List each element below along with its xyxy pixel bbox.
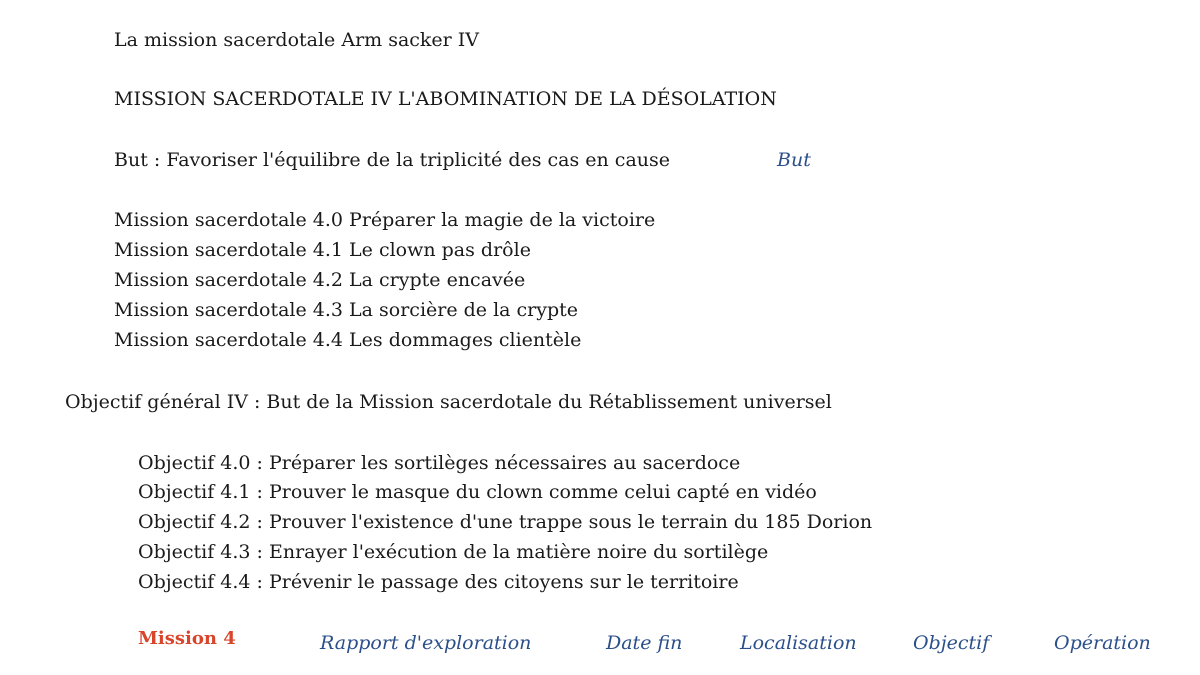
mission-item: Mission sacerdotale 4.4 Les dommages clientèle	[114, 329, 582, 351]
objective-item: Objectif 4.2 : Prouver l'existence d'une trappe sous le terrain du 185 Dorion	[138, 511, 873, 533]
nav-link-rapport[interactable]: Rapport d'exploration	[320, 632, 532, 654]
nav-current-mission[interactable]: Mission 4	[138, 628, 236, 649]
objective-item: Objectif 4.4 : Prévenir le passage des citoyens sur le territoire	[138, 571, 739, 593]
document-header: La mission sacerdotale Arm sacker IV	[114, 29, 480, 51]
objective-item: Objectif 4.0 : Préparer les sortilèges nécessaires au sacerdoce	[138, 452, 741, 474]
nav-link-objectif[interactable]: Objectif	[913, 632, 990, 654]
mission-item: Mission sacerdotale 4.3 La sorcière de la crypte	[114, 299, 579, 321]
goal-text: But : Favoriser l'équilibre de la triplicité des cas en cause	[114, 149, 671, 171]
general-objective: Objectif général IV : But de la Mission sacerdotale du Rétablissement universel	[65, 391, 832, 413]
nav-link-date-fin[interactable]: Date fin	[606, 632, 683, 654]
document-title: MISSION SACERDOTALE IV L'ABOMINATION DE LA DÉSOLATION	[114, 88, 777, 110]
mission-item: Mission sacerdotale 4.1 Le clown pas drôle	[114, 239, 531, 261]
goal-link[interactable]: But	[777, 149, 811, 171]
nav-link-operation[interactable]: Opération	[1054, 632, 1151, 654]
objective-item: Objectif 4.1 : Prouver le masque du clown comme celui capté en vidéo	[138, 481, 817, 503]
nav-link-localisation[interactable]: Localisation	[740, 632, 857, 654]
mission-item: Mission sacerdotale 4.2 La crypte encavée	[114, 269, 526, 291]
mission-item: Mission sacerdotale 4.0 Préparer la magie de la victoire	[114, 209, 656, 231]
objective-item: Objectif 4.3 : Enrayer l'exécution de la matière noire du sortilège	[138, 541, 769, 563]
